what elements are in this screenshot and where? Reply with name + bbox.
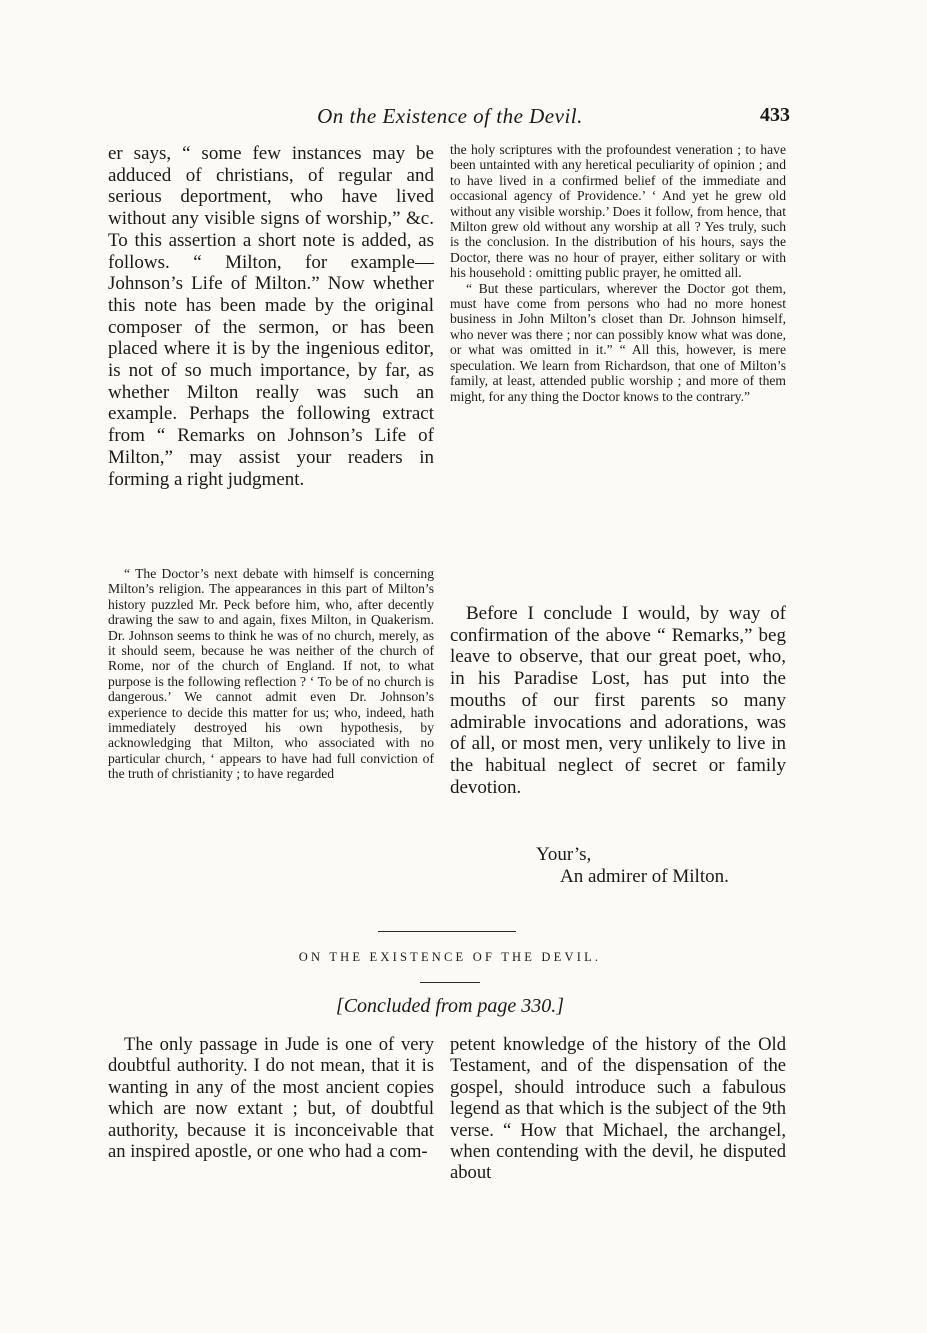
page-number: 433 [760, 104, 790, 126]
letter-right-quote [450, 142, 786, 404]
section-divider [378, 931, 516, 932]
letter-right-quote-paragraph-1: the holy scriptures with the profoundest veneration ; to have been untainted with any heretical peculiarity of opinion ; and to have lived in a confirmed belief of the immediate and occasional agency of Providence.’ ‘ And yet he grew old without any visible worship.’ Does it follow, from hence, that Milton grew old without any worship at all ? Yes truly, such is the conclusion. In the distribution of his hours, says the Doctor, there was no hour of prayer, either solitary or with his household : omitting public prayer, he omitted all. [450, 142, 786, 281]
letter-left-paragraph: er says, “ some few instances may be adduced of christians, of regular and serious deportment, who have lived without any visible signs of worship,” &c. To this assertion a short note is added, as follows. “ Milton, for example—Johnson’s Life of Milton.” Now whether this note has been made by the original composer of the sermon, or has been placed where it is by the ingenious editor, is not of so much importance, by far, as whether Milton really was such an example. Perhaps the following extract from “ Remarks on Johnson’s Life of Milton,” may assist your readers in forming a right judgment. [108, 143, 434, 490]
letter-left-quote-paragraph: “ The Doctor’s next debate with himself is concerning Milton’s religion. The appearances in this part of Milton’s history puzzled Mr. Peck before him, who, after decently drawing the saw to and again, fixes Milton, in Quakerism. Dr. Johnson seems to think he was of no church, merely, as it should seem, because he was neither of the church of Rome, nor of the church of England. If not, to what purpose is the following reflection ? ‘ To be of no church is dangerous.’ We cannot admit even Dr. Johnson’s experience to decide this matter for us; who, indeed, hath immediately destroyed his own hypothesis, by acknowledging that Milton, who associated with no particular church, ‘ appears to have had full conviction of the truth of christianity ; to have regarded [108, 566, 434, 782]
letter-right-paragraph: Before I conclude I would, by way of confirmation of the above “ Remarks,” beg leave to observe, that our great poet, who, in his Paradise Lost, has put into the mouths of our first parents so many admirable invocations and adorations, was of all, or most men, very unlikely to live in the habitual neglect of secret or family devotion. [450, 603, 786, 798]
article-left-paragraph: The only passage in Jude is one of very doubtful authority. I do not mean, that it is wanting in any of the most ancient copies which are now extant ; but, of doubtful authority, because it is inconceivable that an inspired apostle, or one who had a com- [108, 1034, 434, 1163]
letter-closing: Your’s, [536, 844, 592, 865]
running-title: On the Existence of the Devil. [317, 104, 583, 128]
letter-signature: An admirer of Milton. [560, 866, 729, 887]
article-title: ON THE EXISTENCE OF THE DEVIL. [298, 950, 602, 964]
letter-left-column [108, 143, 434, 490]
page-header [108, 104, 792, 134]
letter-right-quote-paragraph-2: “ But these particulars, wherever the Doctor got them, must have come from persons who had no more honest business in John Milton’s closet than Dr. Johnson himself, who never was there ; nor can possibly know what was done, or what was omitted in it.” “ All this, however, is mere speculation. We learn from Richardson, that one of Milton’s family, at least, attended public worship ; and more of them might, for any thing the Doctor knows to the contrary.” [450, 280, 786, 404]
title-rule [420, 982, 480, 983]
article-right-paragraph: petent knowledge of the history of the Old Testament, and of the dispensation of the gospel, should introduce such a fabulous legend as that which is the subject of the 9th verse. “ How that Michael, the archangel, when contending with the devil, he disputed about [450, 1034, 786, 1184]
letter-left-quote [108, 566, 434, 782]
article-subtitle: [Concluded from page 330.] [335, 995, 565, 1017]
article-left-column [108, 1034, 434, 1162]
article-right-column [450, 1034, 786, 1184]
letter-right-column [450, 603, 786, 798]
